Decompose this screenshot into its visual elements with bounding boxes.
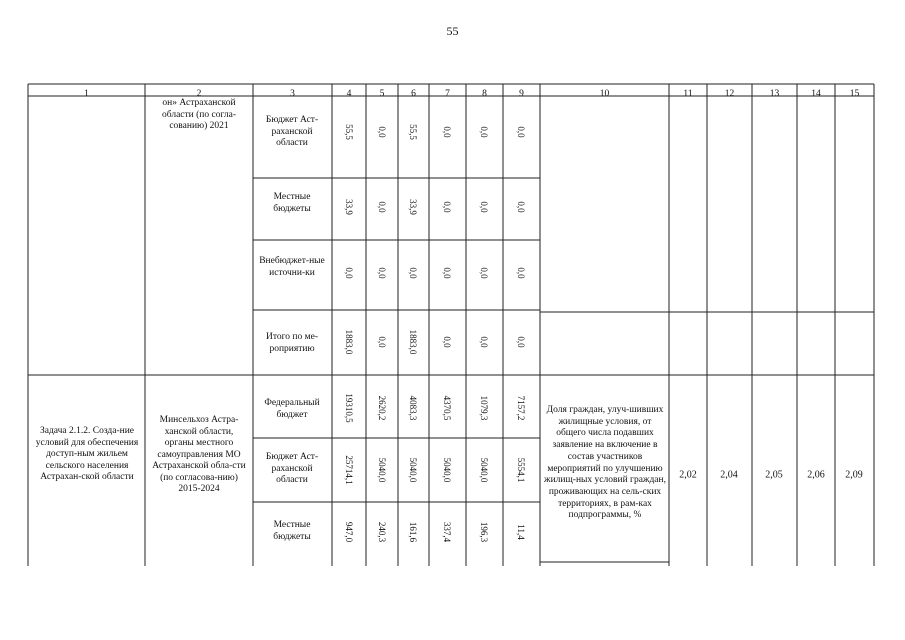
indicator-value: 2,05 <box>765 469 783 481</box>
value-cell: 5554,1 <box>516 457 526 483</box>
value-cell: 0,0 <box>479 267 489 279</box>
value-cell: 0,0 <box>479 201 489 213</box>
value-cell: 55,5 <box>344 124 354 140</box>
source-label: Итого по ме-роприятию <box>265 332 319 354</box>
source-label: Местные бюджеты <box>273 192 311 214</box>
value-cell: 33,9 <box>408 199 418 215</box>
source-label: Внебюджет-ные источни-ки <box>259 256 325 278</box>
header-col-1: 1 <box>84 89 89 99</box>
value-cell: 0,0 <box>377 336 387 348</box>
value-cell: 0,0 <box>479 126 489 138</box>
value-cell: 0,0 <box>442 267 452 279</box>
header-col-15: 15 <box>849 89 860 99</box>
indicator-value: 2,02 <box>679 469 697 481</box>
header-col-2: 2 <box>196 89 202 99</box>
value-cell: 4083,3 <box>408 395 418 421</box>
value-cell: 0,0 <box>408 267 418 279</box>
value-cell: 7157,2 <box>516 395 526 421</box>
source-label: Местные бюджеты <box>273 520 311 542</box>
value-cell: 947,0 <box>344 521 354 543</box>
value-cell: 2620,2 <box>377 395 387 421</box>
value-cell: 25714,1 <box>344 455 354 485</box>
value-cell: 1079,3 <box>479 395 489 421</box>
value-cell: 5040,0 <box>377 457 387 483</box>
value-cell: 0,0 <box>377 201 387 213</box>
value-cell: 1883,0 <box>344 329 354 355</box>
source-label: Федеральный бюджет <box>264 398 320 420</box>
value-cell: 33,9 <box>344 199 354 215</box>
value-cell: 5040,0 <box>442 457 452 483</box>
indicator-value: 2,09 <box>845 469 863 481</box>
source-label: Бюджет Аст-раханской области <box>265 452 319 485</box>
top-executor-text: он» Астраханской области (по согла-сованию) 2021 <box>161 98 236 131</box>
value-cell: 0,0 <box>516 336 526 348</box>
value-cell: 5040,0 <box>479 457 489 483</box>
value-cell: 11,4 <box>516 524 526 540</box>
value-cell: 0,0 <box>442 201 452 213</box>
value-cell: 0,0 <box>344 267 354 279</box>
header-col-8: 8 <box>482 89 487 99</box>
header-col-5: 5 <box>379 89 385 99</box>
header-col-3: 3 <box>290 89 295 99</box>
value-cell: 240,3 <box>377 521 387 543</box>
indicator-value: 2,04 <box>720 469 738 481</box>
header-col-13: 13 <box>769 89 780 99</box>
value-cell: 19310,5 <box>344 393 354 423</box>
value-cell: 0,0 <box>479 336 489 348</box>
header-col-9: 9 <box>519 89 524 99</box>
value-cell: 196,3 <box>479 521 489 543</box>
value-cell: 0,0 <box>377 126 387 138</box>
value-cell: 5040,0 <box>408 457 418 483</box>
value-cell: 4370,5 <box>442 395 452 421</box>
value-cell: 0,0 <box>516 267 526 279</box>
value-cell: 0,0 <box>442 336 452 348</box>
header-col-6: 6 <box>411 89 416 99</box>
header-col-14: 14 <box>811 89 821 99</box>
value-cell: 0,0 <box>377 267 387 279</box>
task-title: Задача 2.1.2. Созда-ние условий для обеспечения доступ-ным жильем сельского населения Астрахан-ской области <box>35 426 139 482</box>
value-cell: 0,0 <box>516 201 526 213</box>
indicator-description: Доля граждан, улуч-шивших жилищные условия, от общего числа подавших заявление на включение в состав участников мероприятий по улучшению жилищ-ных условий граждан, проживающих на сель-ских территориях, в рам-ках подпрограммы, % <box>544 405 666 521</box>
header-col-10: 10 <box>599 89 610 99</box>
header-col-12: 12 <box>724 89 735 99</box>
value-cell: 55,5 <box>408 124 418 140</box>
header-col-11: 11 <box>683 89 693 99</box>
executor-text: Минсельхоз Астра-ханской области, органы местного самоуправления МО Астраханской обла-сти (по согласова-нию) 2015-2024 <box>152 415 246 494</box>
value-cell: 0,0 <box>516 126 526 138</box>
value-cell: 337,4 <box>442 521 452 543</box>
page-number: 55 <box>446 24 459 38</box>
header-col-7: 7 <box>445 89 450 99</box>
indicator-value: 2,06 <box>807 469 825 481</box>
value-cell: 161,6 <box>408 521 418 543</box>
header-col-4: 4 <box>346 89 352 99</box>
source-label: Бюджет Аст-раханской области <box>265 115 319 148</box>
value-cell: 0,0 <box>442 126 452 138</box>
value-cell: 1883,0 <box>408 329 418 355</box>
